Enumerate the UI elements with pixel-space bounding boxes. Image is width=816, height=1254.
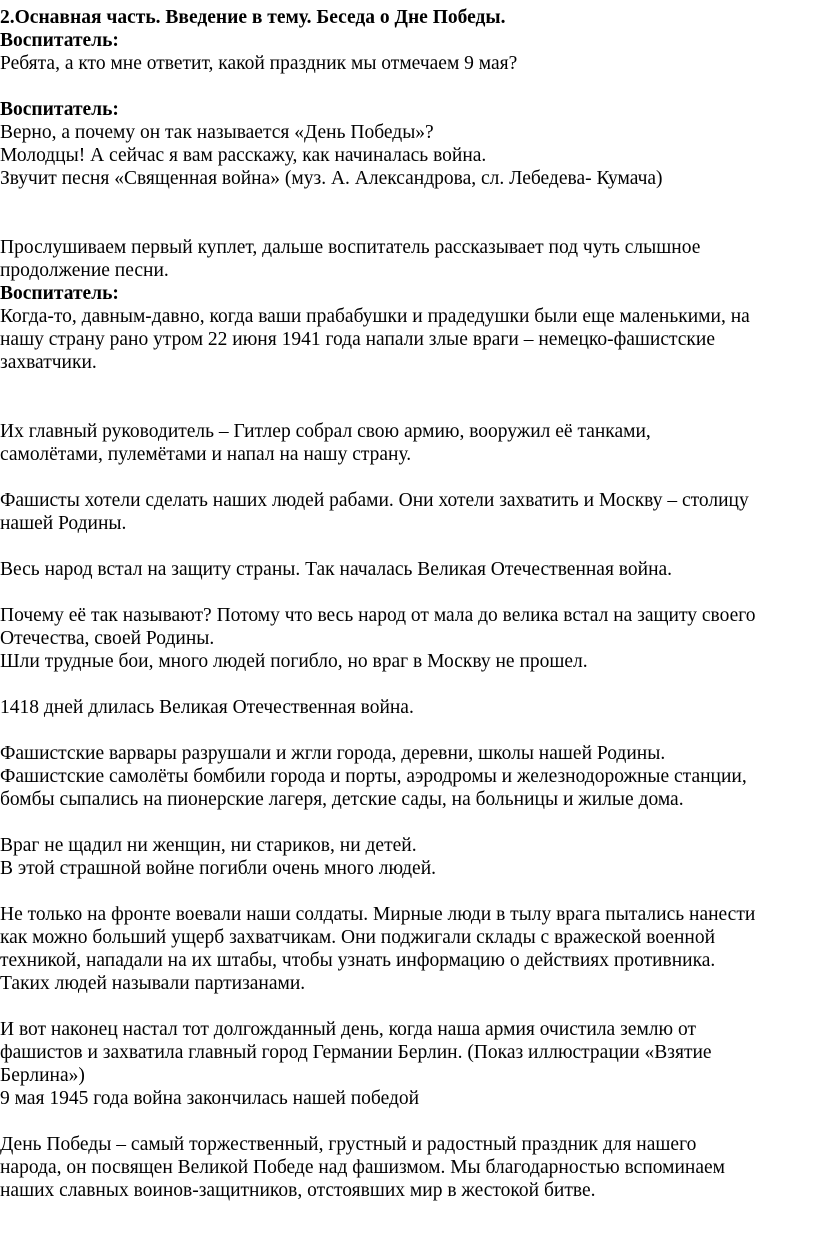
blank-line (0, 719, 812, 742)
text-line: самолётами, пулемётами и напал на нашу страну. (0, 444, 412, 465)
text-line: Когда-то, давным-давно, когда ваши прабабушки и прадедушки были еще маленькими, на (0, 306, 750, 327)
text-line: Весь народ встал на защиту страны. Так началась Великая Отечественная война. (0, 559, 673, 580)
blank-line (0, 75, 812, 98)
text-line: День Победы – самый торжественный, грустный и радостный праздник для нашего (0, 1134, 697, 1155)
blank-line (0, 673, 812, 696)
text-line: нашей Родины. (0, 513, 127, 534)
text-line: Фашистские самолёты бомбили города и порты, аэродромы и железнодорожные станции, (0, 766, 747, 787)
text-line: бомбы сыпались на пионерские лагеря, детские сады, на больницы и жилые дома. (0, 789, 684, 810)
text-line: техникой, нападали на их штабы, чтобы узнать информацию о действиях противника. (0, 950, 716, 971)
text-line: народа, он посвящен Великой Победе над фашизмом. Мы благодарностью вспоминаем (0, 1157, 725, 1178)
text-line: Отечества, своей Родины. (0, 628, 215, 649)
text-line: 1418 дней длилась Великая Отечественная война. (0, 697, 414, 718)
text-line: Фашисты хотели сделать наших людей рабами. Они хотели захватить и Москву – столицу (0, 490, 749, 511)
text-line: нашу страну рано утром 22 июня 1941 года напали злые враги – немецко-фашистские (0, 329, 715, 350)
text-line: захватчики. (0, 352, 97, 373)
blank-line (0, 581, 812, 604)
section-heading: 2.Оснавная часть. Введение в тему. Беседа о Дне Победы. (0, 7, 506, 28)
text-line: Верно, а почему он так называется «День Победы»? (0, 122, 434, 143)
text-line: Берлина») (0, 1065, 85, 1086)
blank-line (0, 535, 812, 558)
text-line: как можно больший ущерб захватчикам. Они поджигали склады с вражеской военной (0, 927, 716, 948)
text-line: продолжение песни. (0, 260, 169, 281)
text-line: Прослушиваем первый куплет, дальше воспитатель рассказывает под чуть слышное (0, 237, 701, 258)
blank-line (0, 190, 812, 236)
text-line: Ребята, а кто мне ответит, какой праздник мы отмечаем 9 мая? (0, 53, 518, 74)
text-line: Почему её так называют? Потому что весь народ от мала до велика встал на защиту своего (0, 605, 756, 626)
blank-line (0, 466, 812, 489)
text-line: Таких людей называли партизанами. (0, 973, 306, 994)
text-line: Молодцы! А сейчас я вам расскажу, как начиналась война. (0, 145, 487, 166)
blank-line (0, 995, 812, 1018)
text-line: В этой страшной войне погибли очень много людей. (0, 858, 436, 879)
text-line: Не только на фронте воевали наши солдаты. Мирные люди в тылу врага пытались нанести (0, 904, 756, 925)
text-line: И вот наконец настал тот долгожданный день, когда наша армия очистила землю от (0, 1019, 696, 1040)
speaker-label: Воспитатель: (0, 30, 119, 51)
text-line: 9 мая 1945 года война закончилась нашей победой (0, 1088, 420, 1109)
blank-line (0, 811, 812, 834)
text-line: фашистов и захватила главный город Германии Берлин. (Показ иллюстрации «Взятие (0, 1042, 712, 1063)
text-line: Фашистские варвары разрушали и жгли города, деревни, школы нашей Родины. (0, 743, 666, 764)
speaker-label: Воспитатель: (0, 99, 119, 120)
speaker-label: Воспитатель: (0, 283, 119, 304)
text-line: Враг не щадил ни женщин, ни стариков, ни детей. (0, 835, 417, 856)
blank-line (0, 880, 812, 903)
text-line: Шли трудные бои, много людей погибло, но враг в Москву не прошел. (0, 651, 588, 672)
blank-line (0, 374, 812, 420)
text-line: Их главный руководитель – Гитлер собрал свою армию, вооружил её танками, (0, 421, 651, 442)
text-line: наших славных воинов-защитников, отстоявших мир в жестокой битве. (0, 1180, 596, 1201)
text-line: Звучит песня «Священная война» (муз. А. Александрова, сл. Лебедева- Кумача) (0, 168, 663, 189)
blank-line (0, 1110, 812, 1133)
